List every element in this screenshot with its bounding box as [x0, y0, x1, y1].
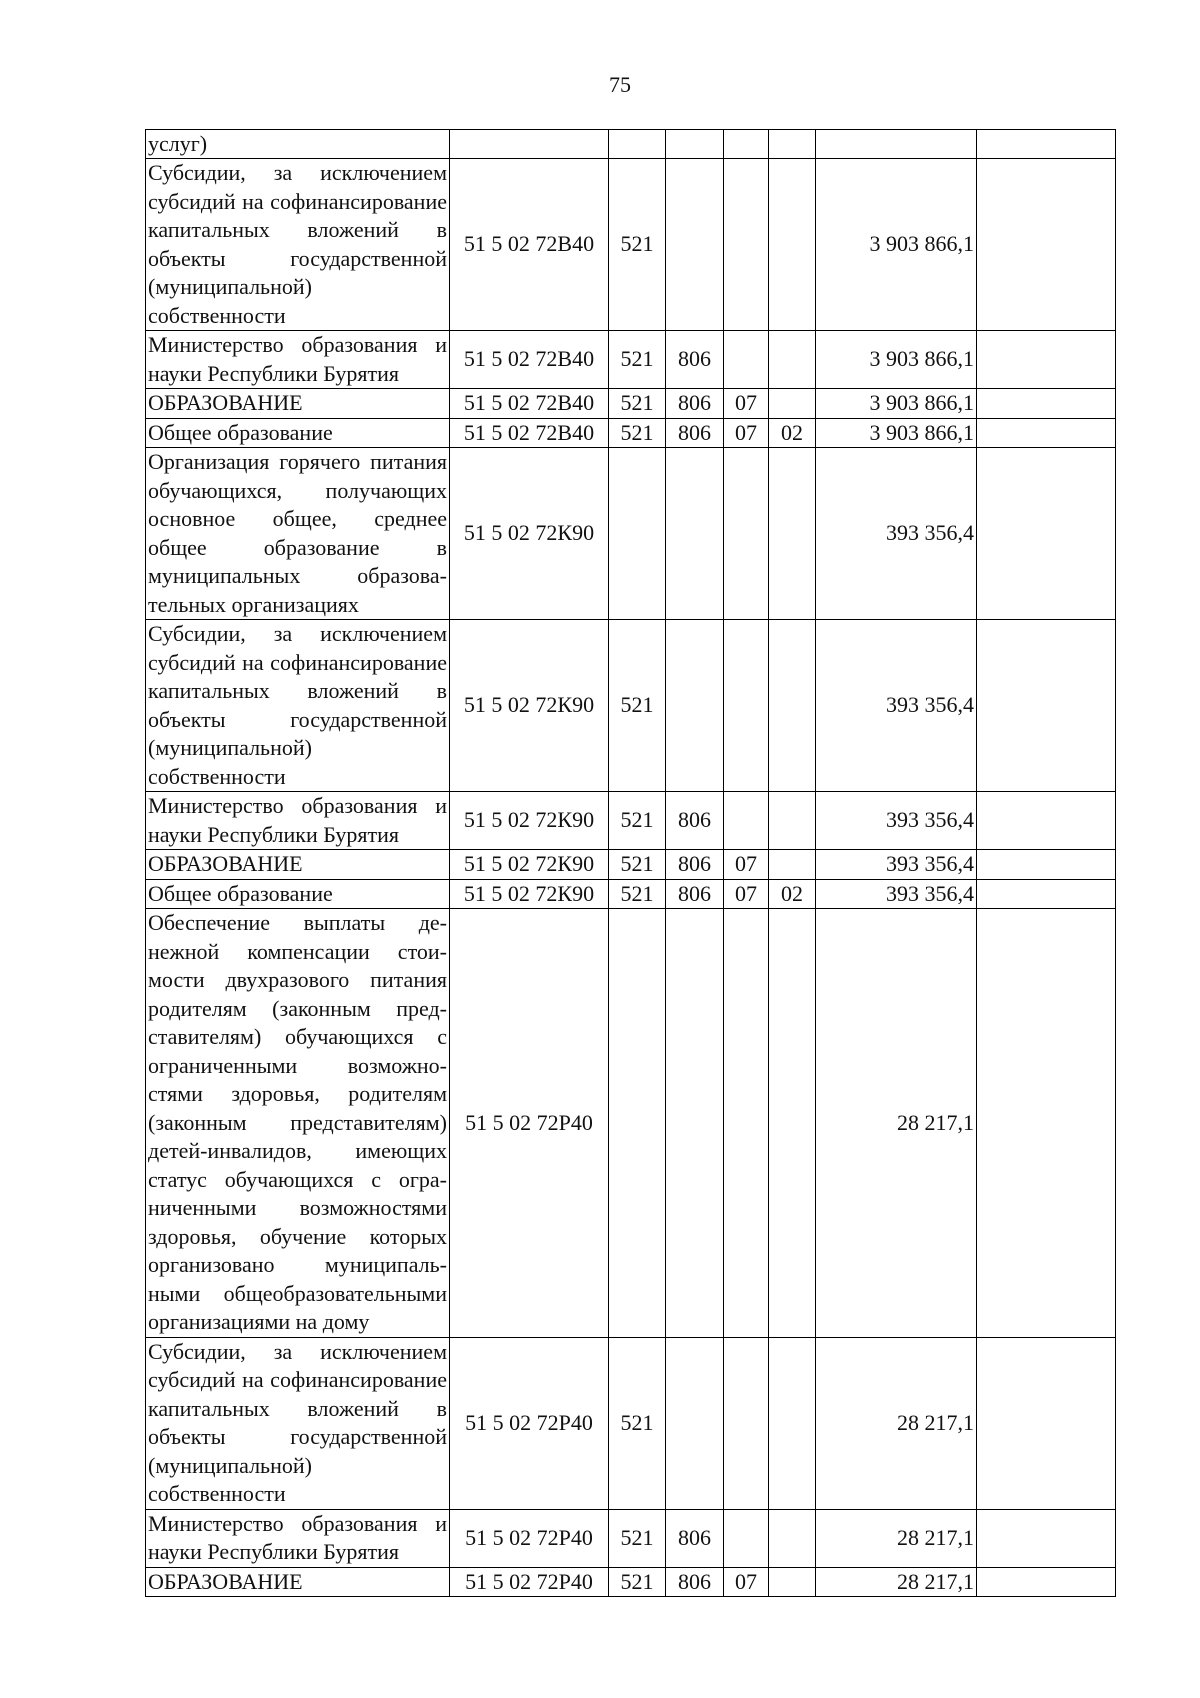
row-name-cell: Субсидии, за исключением субсидий на софинансирование капитальных вложений в объекты государственной (муниципальной) собственности — [146, 159, 450, 331]
expense-type-cell: 521 — [609, 792, 666, 850]
table-row — [146, 331, 1116, 389]
target-article-cell: 51 5 02 72К90 — [450, 850, 609, 880]
amount-cell: 28 217,1 — [816, 1567, 977, 1597]
expense-type-cell: 521 — [609, 879, 666, 909]
table-body — [146, 130, 1116, 1597]
expense-type-cell — [609, 909, 666, 1338]
expense-type-cell: 521 — [609, 1337, 666, 1509]
target-article-cell: 51 5 02 72К90 — [450, 879, 609, 909]
ministry-code-cell: 806 — [666, 792, 724, 850]
ministry-code-cell: 806 — [666, 850, 724, 880]
expense-type-cell — [609, 130, 666, 159]
expense-type-cell: 521 — [609, 331, 666, 389]
budget-table — [145, 129, 1116, 1597]
target-article-cell: 51 5 02 72В40 — [450, 418, 609, 448]
extra-cell — [977, 448, 1116, 620]
target-article-cell: 51 5 02 72В40 — [450, 331, 609, 389]
subsection-code-cell: 02 — [769, 879, 816, 909]
subsection-code-cell — [769, 331, 816, 389]
section-code-cell: 07 — [724, 389, 769, 419]
section-code-cell: 07 — [724, 1567, 769, 1597]
subsection-code-cell — [769, 448, 816, 620]
table-row — [146, 879, 1116, 909]
ministry-code-cell: 806 — [666, 1567, 724, 1597]
amount-cell: 3 903 866,1 — [816, 418, 977, 448]
target-article-cell: 51 5 02 72Р40 — [450, 1567, 609, 1597]
amount-cell: 393 356,4 — [816, 448, 977, 620]
amount-cell: 393 356,4 — [816, 879, 977, 909]
target-article-cell: 51 5 02 72Р40 — [450, 1509, 609, 1567]
table-row — [146, 792, 1116, 850]
section-code-cell: 07 — [724, 879, 769, 909]
amount-cell: 3 903 866,1 — [816, 159, 977, 331]
subsection-code-cell — [769, 1337, 816, 1509]
row-name-cell: ОБРАЗОВАНИЕ — [146, 389, 450, 419]
subsection-code-cell — [769, 1509, 816, 1567]
ministry-code-cell: 806 — [666, 1509, 724, 1567]
expense-type-cell: 521 — [609, 418, 666, 448]
amount-cell — [816, 130, 977, 159]
target-article-cell — [450, 130, 609, 159]
section-code-cell — [724, 909, 769, 1338]
extra-cell — [977, 1337, 1116, 1509]
table-row — [146, 1567, 1116, 1597]
amount-cell: 3 903 866,1 — [816, 331, 977, 389]
row-name-cell: Министерство образования и науки Республики Бурятия — [146, 1509, 450, 1567]
expense-type-cell: 521 — [609, 389, 666, 419]
amount-cell: 393 356,4 — [816, 792, 977, 850]
extra-cell — [977, 159, 1116, 331]
expense-type-cell: 521 — [609, 1509, 666, 1567]
row-name-cell: ОБРАЗОВАНИЕ — [146, 850, 450, 880]
target-article-cell: 51 5 02 72В40 — [450, 389, 609, 419]
table-row — [146, 418, 1116, 448]
target-article-cell: 51 5 02 72К90 — [450, 448, 609, 620]
row-name-cell: Министерство образования и науки Республики Бурятия — [146, 792, 450, 850]
ministry-code-cell — [666, 130, 724, 159]
amount-cell: 393 356,4 — [816, 850, 977, 880]
row-name-cell: Субсидии, за исключением субсидий на софинансирование капитальных вложений в объекты государственной (муниципальной) собственности — [146, 1337, 450, 1509]
ministry-code-cell: 806 — [666, 389, 724, 419]
extra-cell — [977, 909, 1116, 1338]
extra-cell — [977, 1509, 1116, 1567]
subsection-code-cell: 02 — [769, 418, 816, 448]
amount-cell: 3 903 866,1 — [816, 389, 977, 419]
row-name-cell: Общее образование — [146, 879, 450, 909]
amount-cell: 28 217,1 — [816, 1509, 977, 1567]
extra-cell — [977, 1567, 1116, 1597]
table-row — [146, 448, 1116, 620]
section-code-cell: 07 — [724, 850, 769, 880]
row-name-cell: Организация горячего питания обучающихся, получающих основное общее, среднее общее образование в муниципальных образовательных организациях — [146, 448, 450, 620]
subsection-code-cell — [769, 1567, 816, 1597]
expense-type-cell — [609, 448, 666, 620]
table-row — [146, 909, 1116, 1338]
expense-type-cell: 521 — [609, 620, 666, 792]
table-row — [146, 1337, 1116, 1509]
row-name-cell: Министерство образования и науки Республики Бурятия — [146, 331, 450, 389]
row-name-cell: Субсидии, за исключением субсидий на софинансирование капитальных вложений в объекты государственной (муниципальной) собственности — [146, 620, 450, 792]
extra-cell — [977, 620, 1116, 792]
target-article-cell: 51 5 02 72К90 — [450, 620, 609, 792]
table-row — [146, 389, 1116, 419]
ministry-code-cell — [666, 448, 724, 620]
subsection-code-cell — [769, 159, 816, 331]
section-code-cell — [724, 1509, 769, 1567]
subsection-code-cell — [769, 850, 816, 880]
row-name-cell: ОБРАЗОВАНИЕ — [146, 1567, 450, 1597]
section-code-cell: 07 — [724, 418, 769, 448]
amount-cell: 28 217,1 — [816, 1337, 977, 1509]
row-name-cell: Обеспечение выплаты денежной компенсации стоимости двухразового питания родителям (законным представителям) обучающихся с ограниченными возможностями здоровья, родителям (законным представителям) детей-инвалидов, имеющих статус обучающихся с ограниченными возможностями здоровья, обучение которых организовано муниципальными общеобразовательными организациями на дому — [146, 909, 450, 1338]
row-name-cell: Общее образование — [146, 418, 450, 448]
extra-cell — [977, 792, 1116, 850]
target-article-cell: 51 5 02 72Р40 — [450, 909, 609, 1338]
section-code-cell — [724, 448, 769, 620]
section-code-cell — [724, 620, 769, 792]
page-number: 75 — [609, 72, 631, 97]
extra-cell — [977, 389, 1116, 419]
ministry-code-cell — [666, 909, 724, 1338]
ministry-code-cell: 806 — [666, 879, 724, 909]
target-article-cell: 51 5 02 72Р40 — [450, 1337, 609, 1509]
ministry-code-cell — [666, 620, 724, 792]
table-row — [146, 850, 1116, 880]
table-row — [146, 620, 1116, 792]
target-article-cell: 51 5 02 72К90 — [450, 792, 609, 850]
ministry-code-cell — [666, 1337, 724, 1509]
extra-cell — [977, 418, 1116, 448]
extra-cell — [977, 850, 1116, 880]
extra-cell — [977, 130, 1116, 159]
table-row — [146, 1509, 1116, 1567]
table-row — [146, 130, 1116, 159]
ministry-code-cell — [666, 159, 724, 331]
subsection-code-cell — [769, 130, 816, 159]
expense-type-cell: 521 — [609, 1567, 666, 1597]
section-code-cell — [724, 159, 769, 331]
expense-type-cell: 521 — [609, 850, 666, 880]
subsection-code-cell — [769, 389, 816, 419]
ministry-code-cell: 806 — [666, 418, 724, 448]
extra-cell — [977, 879, 1116, 909]
section-code-cell — [724, 331, 769, 389]
section-code-cell — [724, 792, 769, 850]
ministry-code-cell: 806 — [666, 331, 724, 389]
amount-cell: 393 356,4 — [816, 620, 977, 792]
target-article-cell: 51 5 02 72В40 — [450, 159, 609, 331]
section-code-cell — [724, 1337, 769, 1509]
expense-type-cell: 521 — [609, 159, 666, 331]
amount-cell: 28 217,1 — [816, 909, 977, 1338]
subsection-code-cell — [769, 909, 816, 1338]
section-code-cell — [724, 130, 769, 159]
subsection-code-cell — [769, 792, 816, 850]
subsection-code-cell — [769, 620, 816, 792]
row-name-cell: услуг) — [146, 130, 450, 159]
extra-cell — [977, 331, 1116, 389]
table-row — [146, 159, 1116, 331]
